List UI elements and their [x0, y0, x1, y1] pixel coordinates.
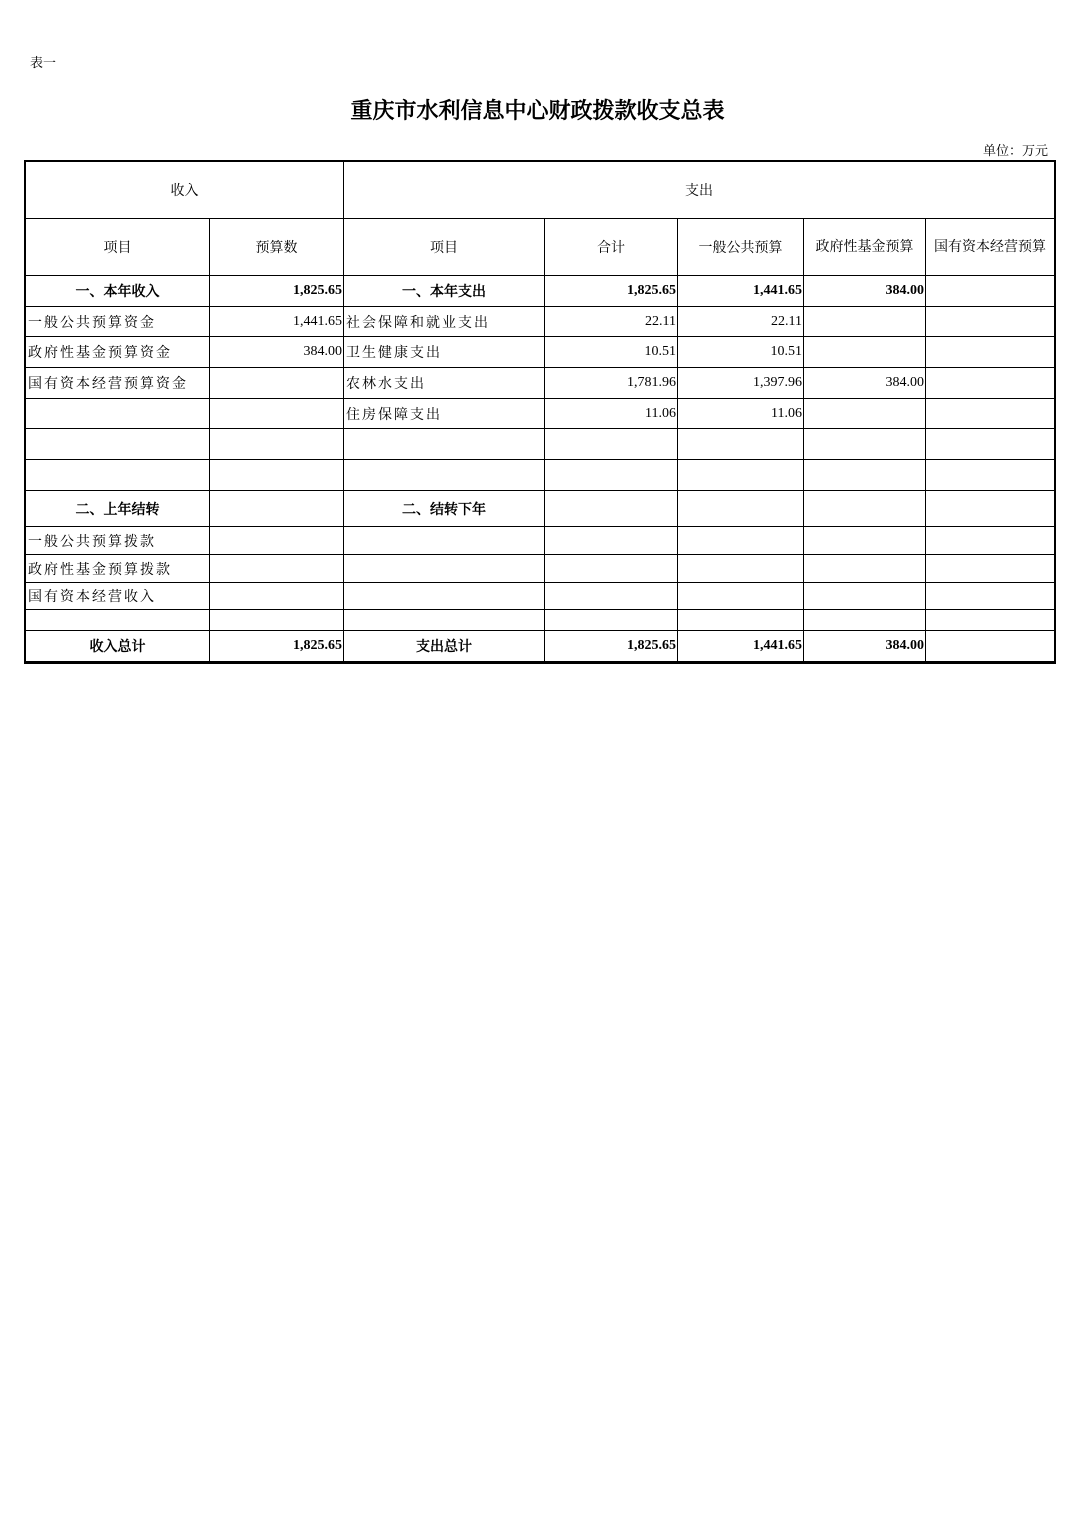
income-value-cell: 1,825.65	[210, 276, 344, 307]
fund-cell	[804, 610, 926, 631]
income-item-cell	[26, 610, 210, 631]
fund-cell	[804, 583, 926, 610]
state-cell	[926, 307, 1055, 337]
income-item-cell: 政府性基金预算拨款	[26, 555, 210, 583]
state-cell	[926, 429, 1055, 460]
total-cell: 22.11	[545, 307, 678, 337]
col-general-budget: 一般公共预算	[678, 219, 804, 276]
expense-fund-total-cell: 384.00	[804, 631, 926, 662]
general-cell: 22.11	[678, 307, 804, 337]
col-item-expense: 项目	[344, 219, 545, 276]
income-item-cell: 政府性基金预算资金	[26, 337, 210, 368]
state-cell	[926, 527, 1055, 555]
expense-item-cell	[344, 527, 545, 555]
expense-item-cell: 住房保障支出	[344, 399, 545, 429]
table-row	[26, 491, 1055, 527]
general-cell	[678, 583, 804, 610]
income-value-cell	[210, 527, 344, 555]
state-cell	[926, 583, 1055, 610]
table-row	[26, 583, 1055, 610]
fund-cell	[804, 527, 926, 555]
total-cell	[545, 610, 678, 631]
general-cell: 10.51	[678, 337, 804, 368]
total-cell	[545, 555, 678, 583]
table-row	[26, 276, 1055, 307]
column-header-row	[26, 219, 1055, 276]
expense-total-label: 支出总计	[344, 631, 545, 662]
table-row	[26, 555, 1055, 583]
income-total-value: 1,825.65	[210, 631, 344, 662]
col-fund-budget: 政府性基金预算	[804, 219, 926, 276]
total-cell	[545, 527, 678, 555]
table-row	[26, 429, 1055, 460]
general-cell: 11.06	[678, 399, 804, 429]
state-cell	[926, 399, 1055, 429]
state-cell	[926, 368, 1055, 399]
total-cell: 11.06	[545, 399, 678, 429]
expense-item-cell	[344, 583, 545, 610]
income-item-cell: 国有资本经营预算资金	[26, 368, 210, 399]
state-cell	[926, 610, 1055, 631]
page-title: 重庆市水利信息中心财政拨款收支总表	[350, 98, 725, 124]
expense-state-total-cell	[926, 631, 1055, 662]
fund-cell	[804, 337, 926, 368]
general-cell: 1,397.96	[678, 368, 804, 399]
col-state-capital-budget: 国有资本经营预算	[926, 219, 1055, 276]
income-item-cell: 二、上年结转	[26, 491, 210, 527]
income-item-cell	[26, 429, 210, 460]
general-cell	[678, 555, 804, 583]
general-cell	[678, 491, 804, 527]
income-value-cell	[210, 460, 344, 491]
fund-cell	[804, 555, 926, 583]
total-cell: 1,781.96	[545, 368, 678, 399]
table-number-label: 表一	[30, 56, 57, 71]
fund-cell: 384.00	[804, 368, 926, 399]
income-header: 收入	[26, 162, 344, 219]
fund-cell	[804, 460, 926, 491]
income-item-cell: 一般公共预算资金	[26, 307, 210, 337]
state-cell	[926, 491, 1055, 527]
income-value-cell	[210, 610, 344, 631]
col-total: 合计	[545, 219, 678, 276]
table-row	[26, 307, 1055, 337]
group-header-row	[26, 162, 1055, 219]
income-value-cell: 1,441.65	[210, 307, 344, 337]
table-row	[26, 460, 1055, 491]
table-row	[26, 337, 1055, 368]
budget-table	[25, 161, 1055, 663]
state-cell	[926, 337, 1055, 368]
state-cell	[926, 555, 1055, 583]
expense-item-cell	[344, 460, 545, 491]
income-item-cell: 一、本年收入	[26, 276, 210, 307]
fund-cell: 384.00	[804, 276, 926, 307]
table-row	[26, 368, 1055, 399]
income-item-cell: 一般公共预算拨款	[26, 527, 210, 555]
total-cell	[545, 429, 678, 460]
unit-label: 单位：万元	[982, 144, 1048, 159]
income-item-cell: 国有资本经营收入	[26, 583, 210, 610]
total-cell	[545, 460, 678, 491]
total-cell	[545, 583, 678, 610]
expense-item-cell	[344, 429, 545, 460]
expense-item-cell: 社会保障和就业支出	[344, 307, 545, 337]
income-item-cell	[26, 399, 210, 429]
expense-header: 支出	[344, 162, 1055, 219]
income-value-cell	[210, 399, 344, 429]
expense-item-cell: 卫生健康支出	[344, 337, 545, 368]
general-cell	[678, 460, 804, 491]
expense-total-cell: 1,825.65	[545, 631, 678, 662]
income-value-cell	[210, 429, 344, 460]
general-cell	[678, 527, 804, 555]
expense-item-cell: 一、本年支出	[344, 276, 545, 307]
col-item-income: 项目	[26, 219, 210, 276]
total-cell: 10.51	[545, 337, 678, 368]
expense-item-cell	[344, 610, 545, 631]
general-cell	[678, 610, 804, 631]
income-value-cell	[210, 368, 344, 399]
col-budget: 预算数	[210, 219, 344, 276]
general-cell: 1,441.65	[678, 276, 804, 307]
total-cell	[545, 491, 678, 527]
expense-item-cell: 农林水支出	[344, 368, 545, 399]
table-row	[26, 399, 1055, 429]
income-total-label: 收入总计	[26, 631, 210, 662]
total-cell: 1,825.65	[545, 276, 678, 307]
fund-cell	[804, 491, 926, 527]
income-value-cell	[210, 583, 344, 610]
table-row	[26, 610, 1055, 631]
expense-item-cell	[344, 555, 545, 583]
fund-cell	[804, 399, 926, 429]
income-value-cell	[210, 555, 344, 583]
general-cell	[678, 429, 804, 460]
fund-cell	[804, 429, 926, 460]
income-value-cell	[210, 491, 344, 527]
table-total-row	[26, 631, 1055, 662]
fund-cell	[804, 307, 926, 337]
expense-item-cell: 二、结转下年	[344, 491, 545, 527]
state-cell	[926, 276, 1055, 307]
income-value-cell: 384.00	[210, 337, 344, 368]
income-item-cell	[26, 460, 210, 491]
expense-general-total-cell: 1,441.65	[678, 631, 804, 662]
table-row	[26, 527, 1055, 555]
state-cell	[926, 460, 1055, 491]
